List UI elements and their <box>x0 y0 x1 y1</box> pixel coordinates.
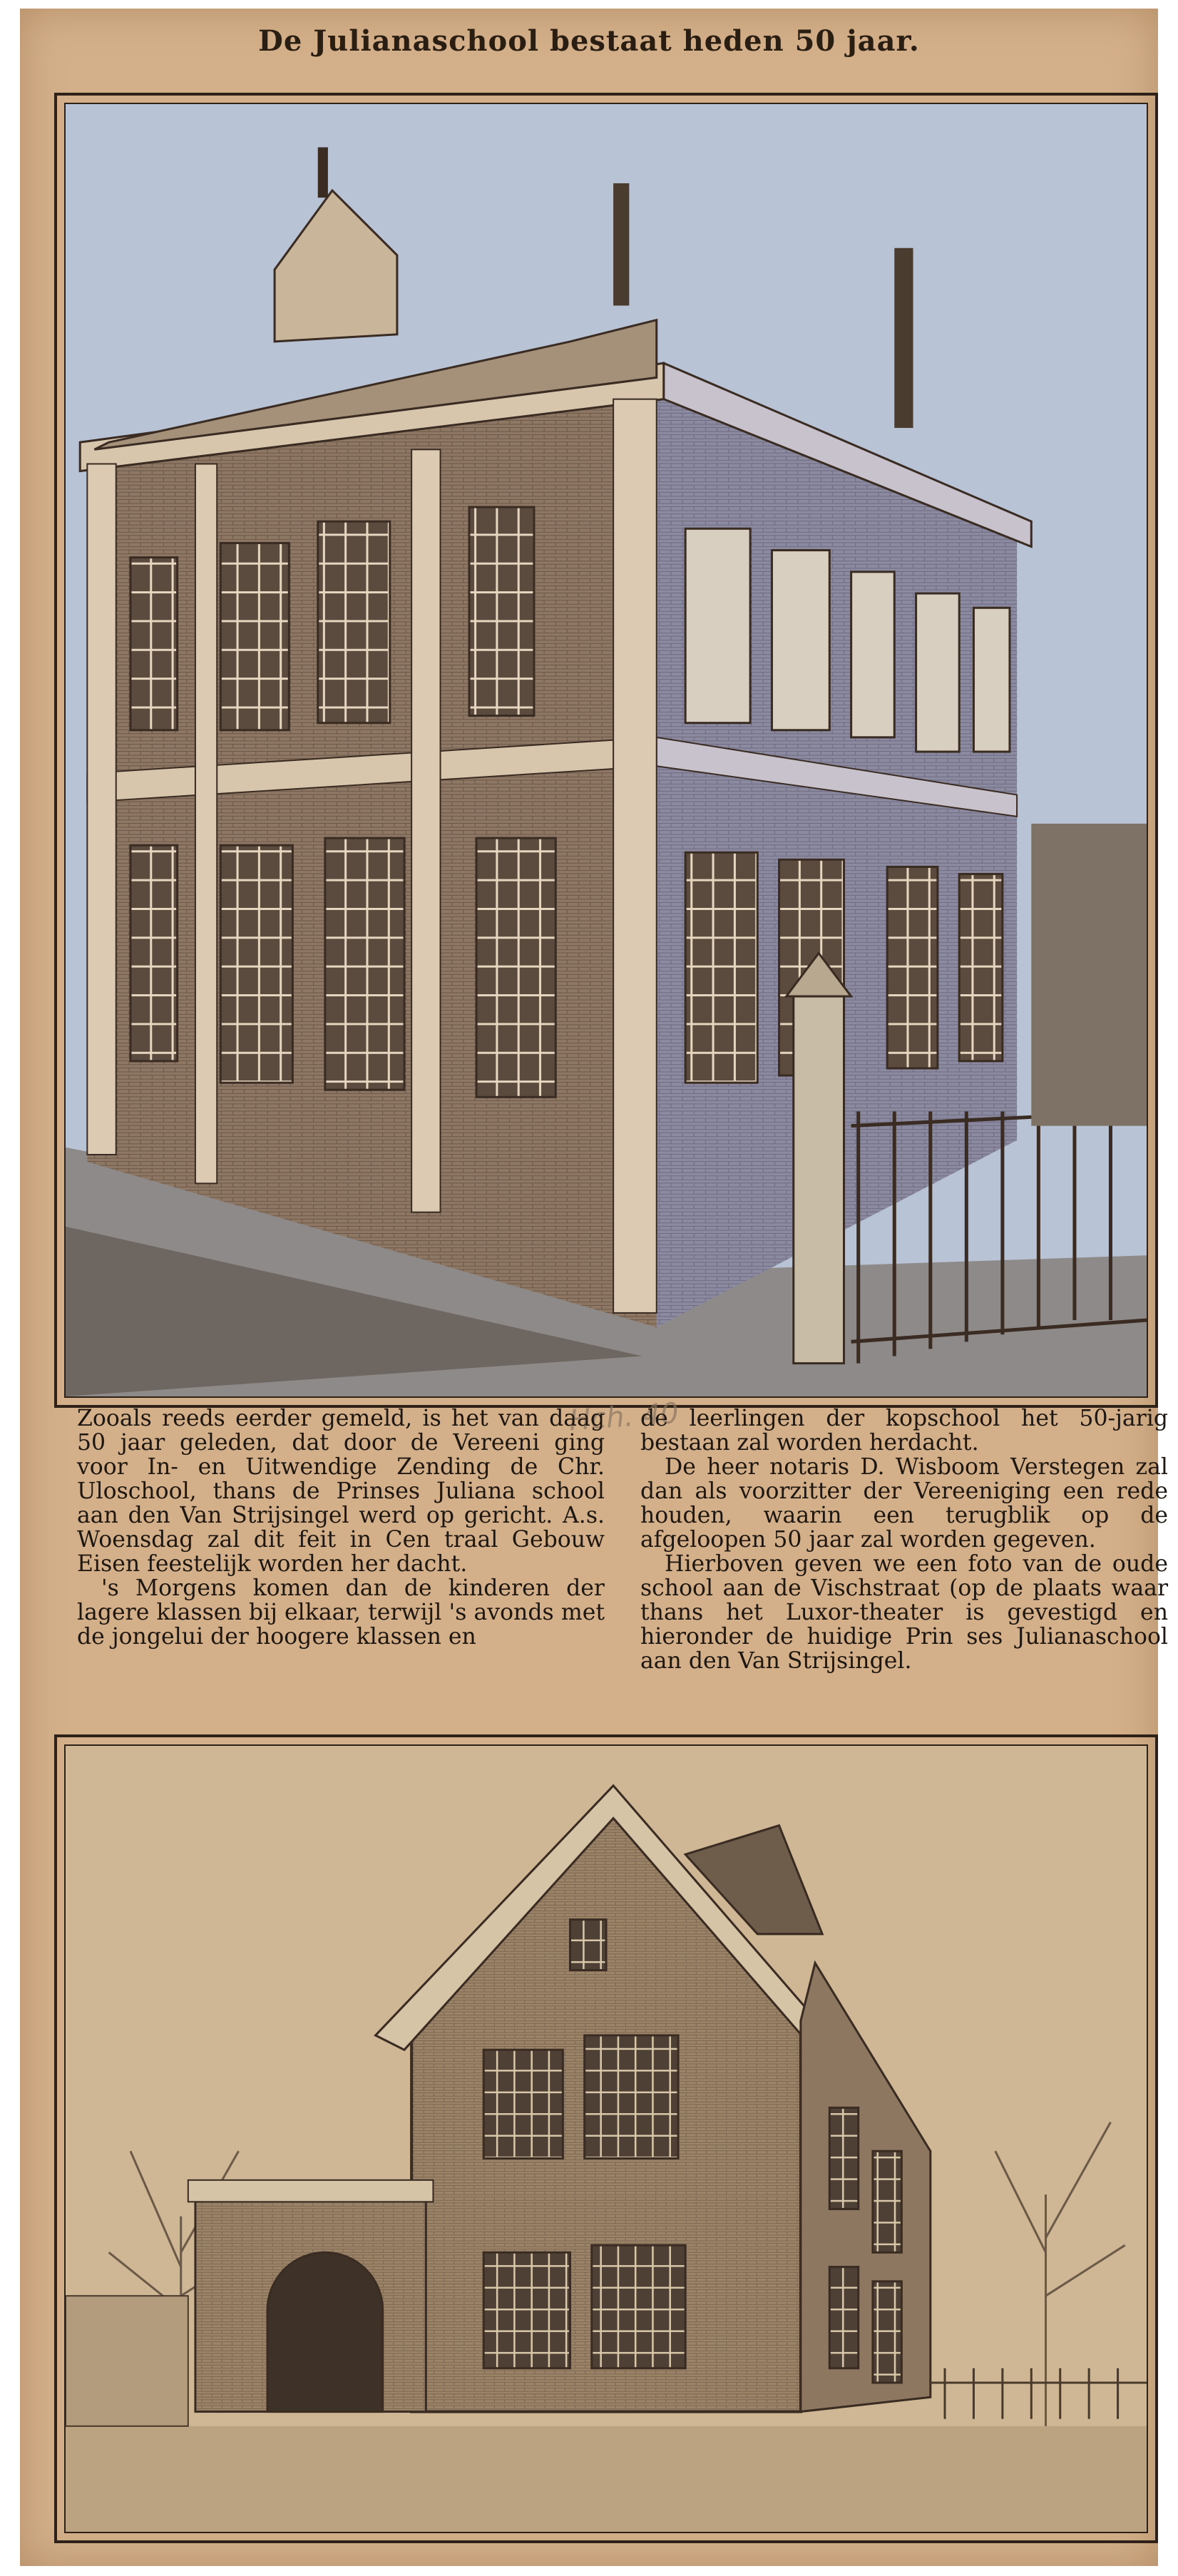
article-body <box>77 1406 1175 1720</box>
article-paragraph: 's Morgens komen dan de kinderen der lagere klassen bij elkaar, terwijl 's avonds met de jongelui der hoogere klassen en <box>77 1575 605 1650</box>
new-school-photo <box>64 1744 1148 2533</box>
new-school-photo-frame <box>54 1734 1158 2543</box>
old-school-photo <box>64 103 1148 1398</box>
article-column-2 <box>640 1406 1168 1673</box>
old-school-photo-frame <box>54 93 1158 1408</box>
article-column-1 <box>77 1406 605 1649</box>
article-paragraph: de leerlingen der kopschool het 50-jarig bestaan zal worden herdacht. <box>640 1406 1168 1456</box>
article-paragraph: De heer notaris D. Wisboom Verstegen zal dan als voorzitter der Vereeniging een rede houden, waarin een terugblik op de afgeloopen 50 jaar zal worden gegeven. <box>640 1454 1168 1553</box>
pencil-annotation: Hch. 40 <box>568 1396 680 1438</box>
headline: De Julianaschool bestaat heden 50 jaar. <box>258 24 920 58</box>
newspaper-clipping <box>20 9 1168 2566</box>
article-paragraph: Zooals reeds eerder gemeld, is het van daag 50 jaar geleden, dat door de Vereeni ging voor In- en Uitwendige Zending de Chr. Uloschool, thans de Prinses Juliana school aan den Van Strijsingel werd op gericht. A.s. Woensdag zal dit feit in Cen traal Gebouw Eisen feestelijk worden her dacht. <box>77 1406 605 1577</box>
article-paragraph: Hierboven geven we een foto van de oude school aan de Vischstraat (op de plaats waar thans het Luxor-theater is gevestigd en hieronder de huidige Prin ses Julianaschool aan den Van Strijsingel. <box>640 1551 1168 1674</box>
